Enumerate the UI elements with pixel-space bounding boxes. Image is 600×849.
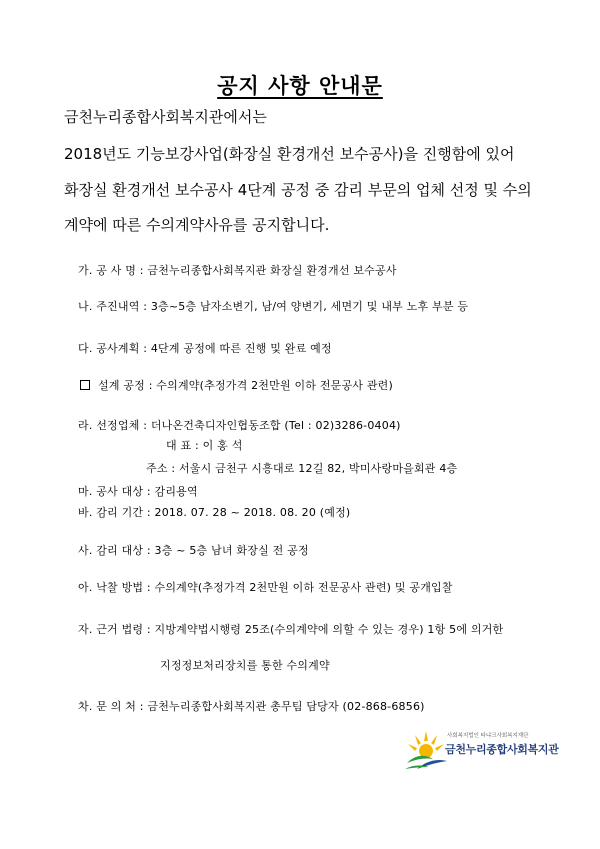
item-period: 바. 감리 기간 : 2018. 07. 28 ~ 2018. 08. 20 (예정) [78, 506, 351, 519]
checkbox-icon [80, 380, 90, 390]
item-legal-basis: 자. 근거 법령 : 지방계약법시행령 25조(수의계약에 의할 수 있는 경우) 1항 5에 의거한 [78, 623, 504, 636]
intro-line-2: 2018년도 기능보강사업(화장실 환경개선 보수공사)을 진행함에 있어 [64, 145, 515, 163]
item-project-name: 가. 공 사 명 : 금천누리종합사회복지관 화장실 환경개선 보수공사 [78, 264, 397, 277]
sun-leaf-icon [403, 729, 449, 773]
organization-logo [403, 725, 559, 775]
intro-line-3: 화장실 환경개선 보수공사 4단계 공정 중 감리 부문의 업체 선정 및 수의 [64, 181, 532, 199]
item-address: 주소 : 서울시 금천구 시흥대로 12길 82, 박미사랑마을회관 4층 [146, 462, 458, 475]
logo-subtitle: 사회복지법인 타냐크사회복지재단 [447, 733, 529, 739]
item-contact: 차. 문 의 처 : 금천누리종합사회복지관 총무팀 담당자 (02-868-6856) [78, 700, 425, 713]
item-scope: 나. 주진내역 : 3층~5층 남자소변기, 남/여 양변기, 세면기 및 내부 노후 부분 등 [78, 300, 469, 313]
notice-title: 공지 사항 안내문 [217, 74, 383, 98]
item-target: 마. 공사 대상 : 감리용역 [78, 485, 198, 498]
item-design-process: 설계 공정 : 수의계약(추정가격 2천만원 이하 전문공사 관련) [80, 377, 393, 393]
item-representative: 대 표 : 이 홍 석 [166, 439, 243, 452]
intro-line-1: 금천누리종합사회복지관에서는 [64, 108, 267, 126]
item-supervision-target: 사. 감리 대상 : 3층 ~ 5층 남녀 화장실 전 공정 [78, 544, 309, 557]
item-legal-basis-cont: 지정정보처리장치를 통한 수의계약 [160, 659, 330, 672]
item-selected-company: 라. 선정업체 : 더나온건축디자인협동조합 (Tel : 02)3286-0404) [78, 419, 401, 432]
item-plan: 다. 공사계획 : 4단계 공정에 따른 진행 및 완료 예정 [78, 342, 332, 355]
logo-name: 금천누리종합사회복지관 [445, 743, 559, 756]
intro-line-4: 계약에 따른 수의계약사유를 공지합니다. [64, 216, 330, 234]
item-award-method: 아. 낙찰 방법 : 수의계약(추정가격 2천만원 이하 전문공사 관련) 및 공개입찰 [78, 581, 453, 594]
